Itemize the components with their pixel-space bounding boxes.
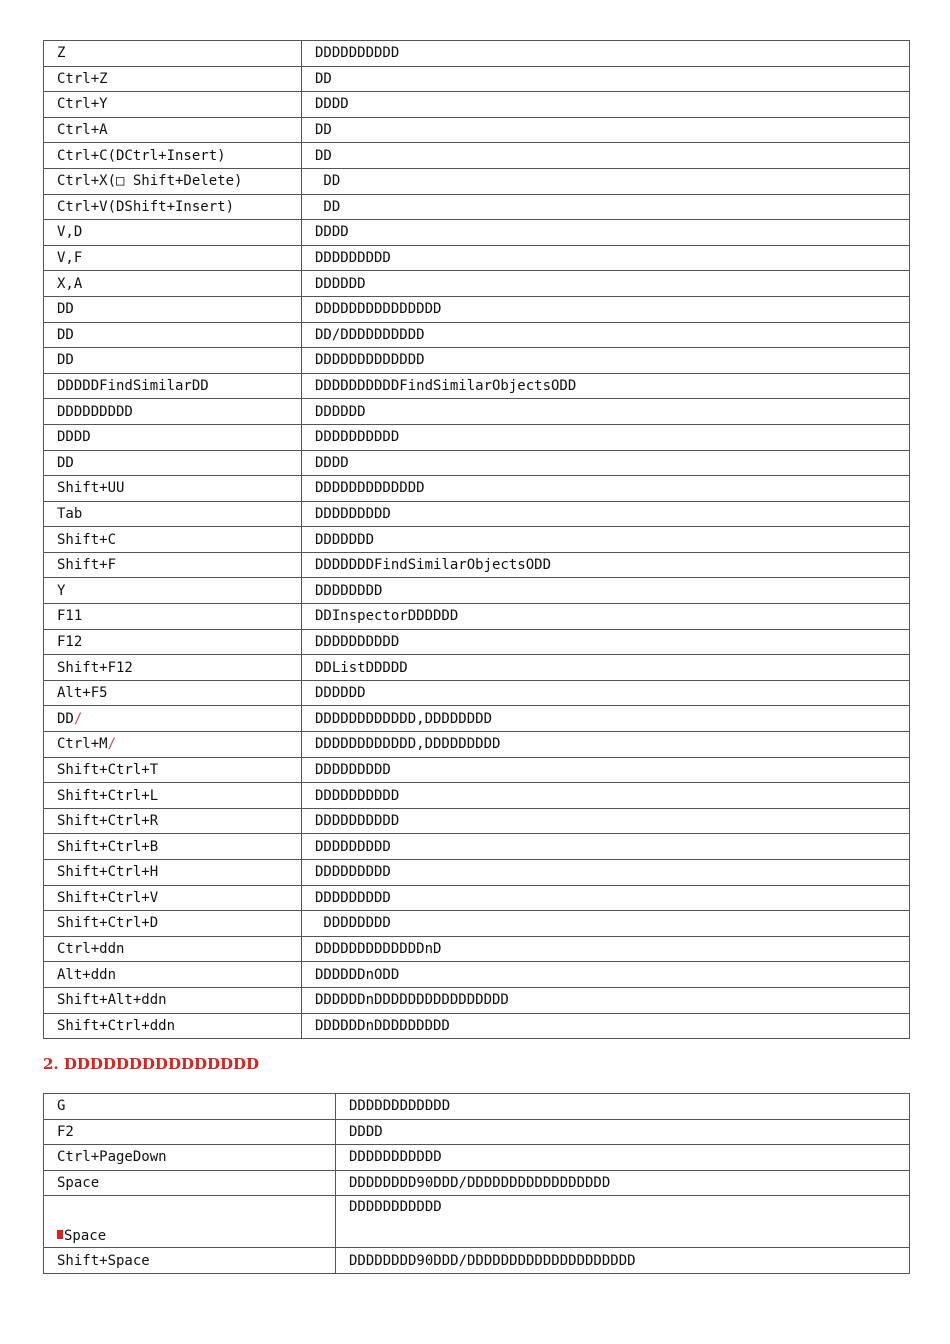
table-row (44, 245, 910, 271)
shortcut-table-1 (43, 40, 910, 1039)
shortcut-key-cell (44, 245, 302, 271)
shortcut-key: Space (57, 1175, 100, 1192)
table-row (44, 501, 910, 527)
shortcut-key: Shift+Ctrl+H (57, 864, 159, 881)
shortcut-description: DDDDDDDFindSimilarObjectsODD (315, 557, 552, 574)
shortcut-description: DDDD (315, 96, 349, 113)
shortcut-description-cell (302, 655, 910, 681)
table-row (44, 476, 910, 502)
shortcut-key-cell (44, 1170, 336, 1196)
shortcut-key: Shift+Ctrl+V (57, 889, 159, 906)
shortcut-key: DD (57, 352, 74, 369)
shortcut-key: Shift+Ctrl+B (57, 838, 159, 855)
table-row (44, 680, 910, 706)
shortcut-description: DDDDDDDDDDD (349, 1199, 442, 1216)
shortcut-key: Shift+Ctrl+R (57, 813, 159, 830)
shortcut-key-cell (44, 911, 302, 937)
shortcut-description-cell (302, 629, 910, 655)
table-row (44, 41, 910, 67)
shortcut-description: DDDDDDDD (315, 915, 391, 932)
shortcut-key: X,A (57, 275, 83, 292)
shortcut-key-cell (44, 936, 302, 962)
table-row (44, 808, 910, 834)
shortcut-key-cell (44, 168, 302, 194)
shortcut-key-cell (44, 348, 302, 374)
shortcut-key-cell (44, 220, 302, 246)
shortcut-key: F11 (57, 608, 83, 625)
shortcut-key-cell (44, 501, 302, 527)
shortcut-description-cell (302, 911, 910, 937)
table-row (44, 1013, 910, 1039)
shortcut-description: DDDDDDDDD (315, 889, 391, 906)
shortcut-key: Ctrl+PageDown (57, 1149, 167, 1166)
shortcut-key-cell (44, 373, 302, 399)
shortcut-description: DDDDDDDD90DDD/DDDDDDDDDDDDDDDDDDDD (349, 1252, 636, 1269)
shortcut-description-cell (302, 552, 910, 578)
shortcut-description-cell (302, 885, 910, 911)
table-row (44, 194, 910, 220)
shortcut-description-cell (302, 808, 910, 834)
shortcut-description-cell (302, 450, 910, 476)
shortcut-description: DDDDDD (315, 685, 366, 702)
table-row (44, 168, 910, 194)
table-row (44, 834, 910, 860)
table-row (44, 552, 910, 578)
shortcut-key-cell (44, 962, 302, 988)
shortcut-description: DDDDDD (315, 403, 366, 420)
table-row (44, 885, 910, 911)
table-row (44, 220, 910, 246)
shortcut-key-cell (44, 732, 302, 758)
table-row (44, 373, 910, 399)
shortcut-key-cell (44, 92, 302, 118)
shortcut-key: Ctrl+ddn (57, 941, 125, 958)
shortcut-key: DD (57, 301, 74, 318)
shortcut-description-cell (302, 1013, 910, 1039)
shortcut-description: DDDDDDDDDDFindSimilarObjectsODD (315, 378, 577, 395)
shortcut-description-cell (302, 604, 910, 630)
shortcut-key: Ctrl+Z (57, 70, 108, 87)
shortcut-key-cell (44, 424, 302, 450)
shortcut-key: Shift+Ctrl+L (57, 787, 159, 804)
table-row (44, 783, 910, 809)
shortcut-key-cell (44, 655, 302, 681)
table-row (44, 399, 910, 425)
shortcut-description: DDDDDDDDD (315, 505, 391, 522)
table-row (44, 655, 910, 681)
shortcut-description-cell (302, 143, 910, 169)
shortcut-description: DDDDDDDDDDDD,DDDDDDDDD (315, 736, 501, 753)
shortcut-description-cell (302, 962, 910, 988)
shortcut-description-cell (302, 322, 910, 348)
table-row (44, 143, 910, 169)
shortcut-description-cell (302, 757, 910, 783)
table-row (44, 424, 910, 450)
shortcut-description-cell (302, 271, 910, 297)
shortcut-key-cell (44, 296, 302, 322)
shortcut-key: Alt+ddn (57, 966, 117, 983)
table-row (44, 296, 910, 322)
shortcut-key-cell (44, 527, 302, 553)
shortcut-key: V,F (57, 250, 83, 267)
shortcut-key: DD (57, 710, 74, 727)
shortcut-description-cell (302, 66, 910, 92)
shortcut-description: DDDDDDDDDDD (349, 1149, 442, 1166)
table-row (44, 117, 910, 143)
table-row (44, 66, 910, 92)
section-heading: 2. DDDDDDDDDDDDDDD (43, 1055, 259, 1073)
table-row (44, 450, 910, 476)
shortcut-description: DDDDDDD (315, 531, 375, 548)
shortcut-key: Shift+C (57, 531, 117, 548)
shortcut-key-cell (44, 1145, 336, 1171)
shortcut-key-cell (44, 860, 302, 886)
shortcut-description-cell (302, 527, 910, 553)
shortcut-description-cell (302, 783, 910, 809)
table-row (44, 348, 910, 374)
shortcut-key-suffix: / (73, 710, 83, 727)
shortcut-key-cell (44, 578, 302, 604)
shortcut-description-cell (302, 732, 910, 758)
shortcut-key: F2 (57, 1123, 74, 1140)
shortcut-key: V,D (57, 224, 83, 241)
shortcut-key: Space (64, 1228, 107, 1245)
shortcut-key: Shift+Ctrl+T (57, 761, 159, 778)
table-row (44, 757, 910, 783)
table-row (44, 732, 910, 758)
shortcut-key: DDDDDDDDD (57, 403, 133, 420)
shortcut-key: F12 (57, 633, 83, 650)
shortcut-description: DDDDDDnDDDDDDDDDDDDDDDD (315, 992, 509, 1009)
table-row (44, 987, 910, 1013)
table-row (44, 1248, 910, 1274)
shortcut-description-cell (336, 1170, 910, 1196)
shortcut-description: DDDDDDDDDD (315, 787, 400, 804)
shortcut-key-cell (44, 41, 302, 67)
shortcut-description: DDDDDDDD (315, 582, 383, 599)
shortcut-description: DDDDDDDDDDDDDnD (315, 941, 442, 958)
shortcut-description: DDDDDDDDD (315, 838, 391, 855)
shortcut-description: DDDDDDDDDDDDD (315, 480, 425, 497)
shortcut-description-cell (302, 168, 910, 194)
shortcut-key-cell (44, 66, 302, 92)
shortcut-key: Shift+UU (57, 480, 125, 497)
shortcut-key-cell (44, 680, 302, 706)
shortcut-description: DDListDDDDD (315, 659, 408, 676)
red-square-icon (57, 1230, 63, 1239)
shortcut-key-cell (44, 552, 302, 578)
shortcut-description-cell (336, 1248, 910, 1274)
shortcut-description: DDDD (349, 1123, 383, 1140)
shortcut-description: DDDDDDDDD (315, 761, 391, 778)
table-row (44, 92, 910, 118)
shortcut-key-cell (44, 117, 302, 143)
shortcut-description: DDDD (315, 454, 349, 471)
shortcut-key-cell (44, 322, 302, 348)
shortcut-key: Ctrl+A (57, 122, 108, 139)
table-row (44, 706, 910, 732)
table-row (44, 271, 910, 297)
shortcut-key-cell (44, 1094, 336, 1120)
shortcut-key-cell (44, 194, 302, 220)
shortcut-key: DDDD (57, 429, 91, 446)
shortcut-key-cell (44, 1196, 336, 1248)
shortcut-description: DDDDDDDDDD (315, 813, 400, 830)
shortcut-description-cell (302, 936, 910, 962)
table-row (44, 629, 910, 655)
shortcut-description: DDDDDDDDDDDDD (315, 352, 425, 369)
shortcut-description: DD/DDDDDDDDDD (315, 326, 425, 343)
shortcut-description-cell (302, 296, 910, 322)
shortcut-description: DD (315, 122, 332, 139)
shortcut-key-cell (44, 143, 302, 169)
shortcut-description: DD (315, 147, 332, 164)
shortcut-key: Ctrl+X(□ Shift+Delete) (57, 173, 243, 190)
shortcut-key: Ctrl+C(DCtrl+Insert) (57, 147, 226, 164)
shortcut-description-cell (336, 1094, 910, 1120)
shortcut-key: Ctrl+M (57, 736, 108, 753)
shortcut-description-cell (302, 373, 910, 399)
shortcut-description-cell (302, 399, 910, 425)
table-row (44, 1094, 910, 1120)
table-row (44, 1145, 910, 1171)
shortcut-key-cell (44, 629, 302, 655)
shortcut-description: DDDDDDDDDD (315, 633, 400, 650)
shortcut-key-cell (44, 808, 302, 834)
shortcut-key: Shift+F (57, 557, 117, 574)
shortcut-description-cell (302, 476, 910, 502)
shortcut-description: DDDDDDDDDDDDDDD (315, 301, 442, 318)
shortcut-key-cell (44, 783, 302, 809)
shortcut-description-cell (302, 348, 910, 374)
shortcut-description: DDDDDDDDDDDD (349, 1098, 451, 1115)
shortcut-key: Shift+F12 (57, 659, 133, 676)
shortcut-description-cell (302, 117, 910, 143)
shortcut-description: DDDDDD (315, 275, 366, 292)
shortcut-description-cell (302, 860, 910, 886)
shortcut-key-cell (44, 1248, 336, 1274)
shortcut-key-cell (44, 987, 302, 1013)
shortcut-key-cell (44, 271, 302, 297)
shortcut-key-cell (44, 757, 302, 783)
shortcut-table-2 (43, 1093, 910, 1274)
shortcut-key-cell (44, 885, 302, 911)
table-row (44, 1196, 910, 1248)
shortcut-description: DD (315, 70, 332, 87)
shortcut-description: DDDDDDDDDDDD,DDDDDDDD (315, 710, 493, 727)
table-row (44, 860, 910, 886)
shortcut-key: Shift+Ctrl+D (57, 915, 159, 932)
table-row (44, 1119, 910, 1145)
shortcut-key: G (57, 1098, 66, 1115)
shortcut-key-cell (44, 706, 302, 732)
table-row (44, 578, 910, 604)
shortcut-description: DDDDDDDDD (315, 864, 391, 881)
shortcut-description: DD (315, 173, 341, 190)
shortcut-key: Tab (57, 505, 83, 522)
shortcut-description-cell (302, 834, 910, 860)
shortcut-description-cell (302, 245, 910, 271)
shortcut-description: DDDDDDnDDDDDDDDD (315, 1017, 450, 1034)
table-row (44, 1170, 910, 1196)
shortcut-description-cell (302, 706, 910, 732)
shortcut-description: DDDDDDDDDD (315, 45, 400, 62)
table-row (44, 527, 910, 553)
shortcut-description-cell (302, 680, 910, 706)
shortcut-description-cell (336, 1119, 910, 1145)
table-row (44, 936, 910, 962)
shortcut-key-cell (44, 1119, 336, 1145)
shortcut-key: DD (57, 326, 74, 343)
shortcut-key: Ctrl+Y (57, 96, 108, 113)
shortcut-description: DDDDDDDDDD (315, 429, 400, 446)
shortcut-key-suffix: / (107, 736, 117, 753)
shortcut-description-cell (302, 987, 910, 1013)
shortcut-description: DDInspectorDDDDDD (315, 608, 459, 625)
shortcut-key-cell (44, 1013, 302, 1039)
shortcut-description: DDDD (315, 224, 349, 241)
shortcut-description-cell (302, 41, 910, 67)
shortcut-description-cell (302, 92, 910, 118)
shortcut-key-cell (44, 834, 302, 860)
shortcut-key: Alt+F5 (57, 685, 108, 702)
shortcut-description: DDDDDDDD90DDD/DDDDDDDDDDDDDDDDD (349, 1175, 611, 1192)
shortcut-key-cell (44, 476, 302, 502)
shortcut-description-cell (302, 220, 910, 246)
shortcut-description-cell (302, 578, 910, 604)
shortcut-key: DDDDDFindSimilarDD (57, 378, 209, 395)
shortcut-key: Y (57, 582, 66, 599)
shortcut-description-cell (302, 424, 910, 450)
table-row (44, 604, 910, 630)
table-row (44, 962, 910, 988)
shortcut-key: Shift+Ctrl+ddn (57, 1017, 176, 1034)
shortcut-key: Shift+Space (57, 1252, 150, 1269)
shortcut-description-cell (302, 501, 910, 527)
shortcut-key: Z (57, 45, 66, 62)
shortcut-key-cell (44, 399, 302, 425)
shortcut-key-cell (44, 604, 302, 630)
shortcut-description: DDDDDDDDD (315, 250, 391, 267)
shortcut-key-cell (44, 450, 302, 476)
shortcut-description: DDDDDDnODD (315, 966, 400, 983)
shortcut-description-cell (336, 1145, 910, 1171)
table-row (44, 322, 910, 348)
shortcut-description: DD (315, 198, 341, 215)
shortcut-key: Shift+Alt+ddn (57, 992, 167, 1009)
table-row (44, 911, 910, 937)
shortcut-description-cell (336, 1196, 910, 1248)
shortcut-key: Ctrl+V(DShift+Insert) (57, 198, 235, 215)
shortcut-key: DD (57, 454, 74, 471)
shortcut-description-cell (302, 194, 910, 220)
